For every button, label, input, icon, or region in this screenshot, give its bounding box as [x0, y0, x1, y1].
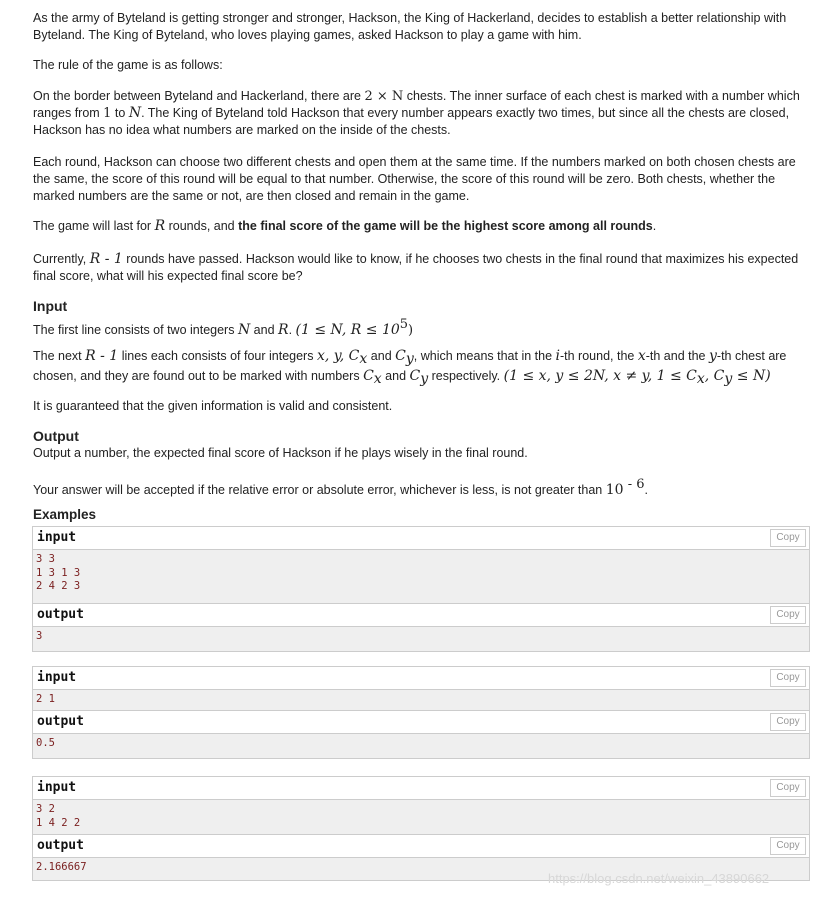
output-label: output: [37, 838, 84, 853]
output-label: output: [37, 714, 84, 729]
examples-heading: Examples: [33, 507, 97, 522]
copy-button[interactable]: Copy: [770, 713, 806, 731]
input-label: input: [37, 780, 77, 795]
example-input: 3 2 1 4 2 2: [33, 799, 809, 834]
example-output: 0.5: [33, 733, 809, 758]
copy-button[interactable]: Copy: [770, 779, 806, 797]
input-line-1: The first line consists of two integers N and R. (1 ≤ N, $R \le 10^5$): [33, 317, 414, 338]
example-2: [32, 666, 810, 759]
input-guarantee: It is guaranteed that the given information is valid and consistent.: [33, 399, 393, 413]
example-input: 2 1: [33, 689, 809, 710]
input-label: input: [37, 670, 77, 685]
output-heading: Output: [33, 428, 79, 444]
input-line-2: The next R - 1 lines each consists of four integers x, y, $C_x$ and $C_y$, which means that in the i-th round, the x-th and the y-th chest are chosen, and they are found out to be marked with numbers $C_x$ and $C_y$ respectively. (1 ≤ x, y ≤ 2N, x ≠ y, $1 \le C_x$, $C_y \le N$): [33, 348, 787, 387]
example-output: 2.166667: [33, 857, 809, 880]
input-label: input: [37, 530, 77, 545]
example-output: 3: [33, 626, 809, 651]
input-heading: Input: [33, 298, 68, 314]
example-output-header: [33, 603, 809, 626]
example-input-header: [33, 526, 809, 549]
copy-button[interactable]: Copy: [770, 529, 806, 547]
example-3: [32, 776, 810, 881]
example-1: [32, 526, 810, 652]
question-paragraph: Currently, R - 1 rounds have passed. Hackson would like to know, if he chooses two chests in the final round that maximizes his expected final score, what will his expected final score be?: [33, 251, 799, 283]
example-output-header: [33, 834, 809, 857]
output-line-2: Your answer will be accepted if the relative error or absolute error, whichever is less, is not greater than 10 $^{- 6}$.: [33, 477, 648, 498]
example-input-header: [33, 776, 809, 799]
copy-button[interactable]: Copy: [770, 606, 806, 624]
watermark: https://blog.csdn.net/weixin_43890662: [548, 871, 770, 886]
round-paragraph: Each round, Hackson can choose two different chests and open them at the same time. If the numbers marked on both chosen chests are the same, the score of this round will be equal to that number. Otherwise, the score of this round will be zero. Both chests, whether the marked numbers are the same or not, are then closed and remain in the game.: [33, 155, 796, 203]
output-label: output: [37, 607, 84, 622]
rounds-paragraph: The game will last for R rounds, and the final score of the game will be the highest score among all rounds.: [33, 218, 657, 234]
chests-paragraph: On the border between Byteland and Hackerland, there are 2 × N chests. The inner surface of each chest is marked with a number which ranges from 1 to N. The King of Byteland told Hackson that every number appears exactly two times, but since all the chests are closed, Hackson has no idea what numbers are marked on the inside of the chests.: [33, 89, 800, 137]
copy-button[interactable]: Copy: [770, 669, 806, 687]
example-input: 3 3 1 3 1 3 2 4 2 3: [33, 549, 809, 603]
output-line-1: Output a number, the expected final score of Hackson if he plays wisely in the final round.: [33, 446, 528, 460]
copy-button[interactable]: Copy: [770, 837, 806, 855]
example-input-header: [33, 666, 809, 689]
intro-paragraph: As the army of Byteland is getting stronger and stronger, Hackson, the King of Hackerland, decides to establish a better relationship with Byteland. The King of Byteland, who loves playing games, asked Hackson to play a game with him.: [33, 11, 787, 42]
example-output-header: [33, 710, 809, 733]
rule-intro: The rule of the game is as follows:: [33, 58, 223, 72]
